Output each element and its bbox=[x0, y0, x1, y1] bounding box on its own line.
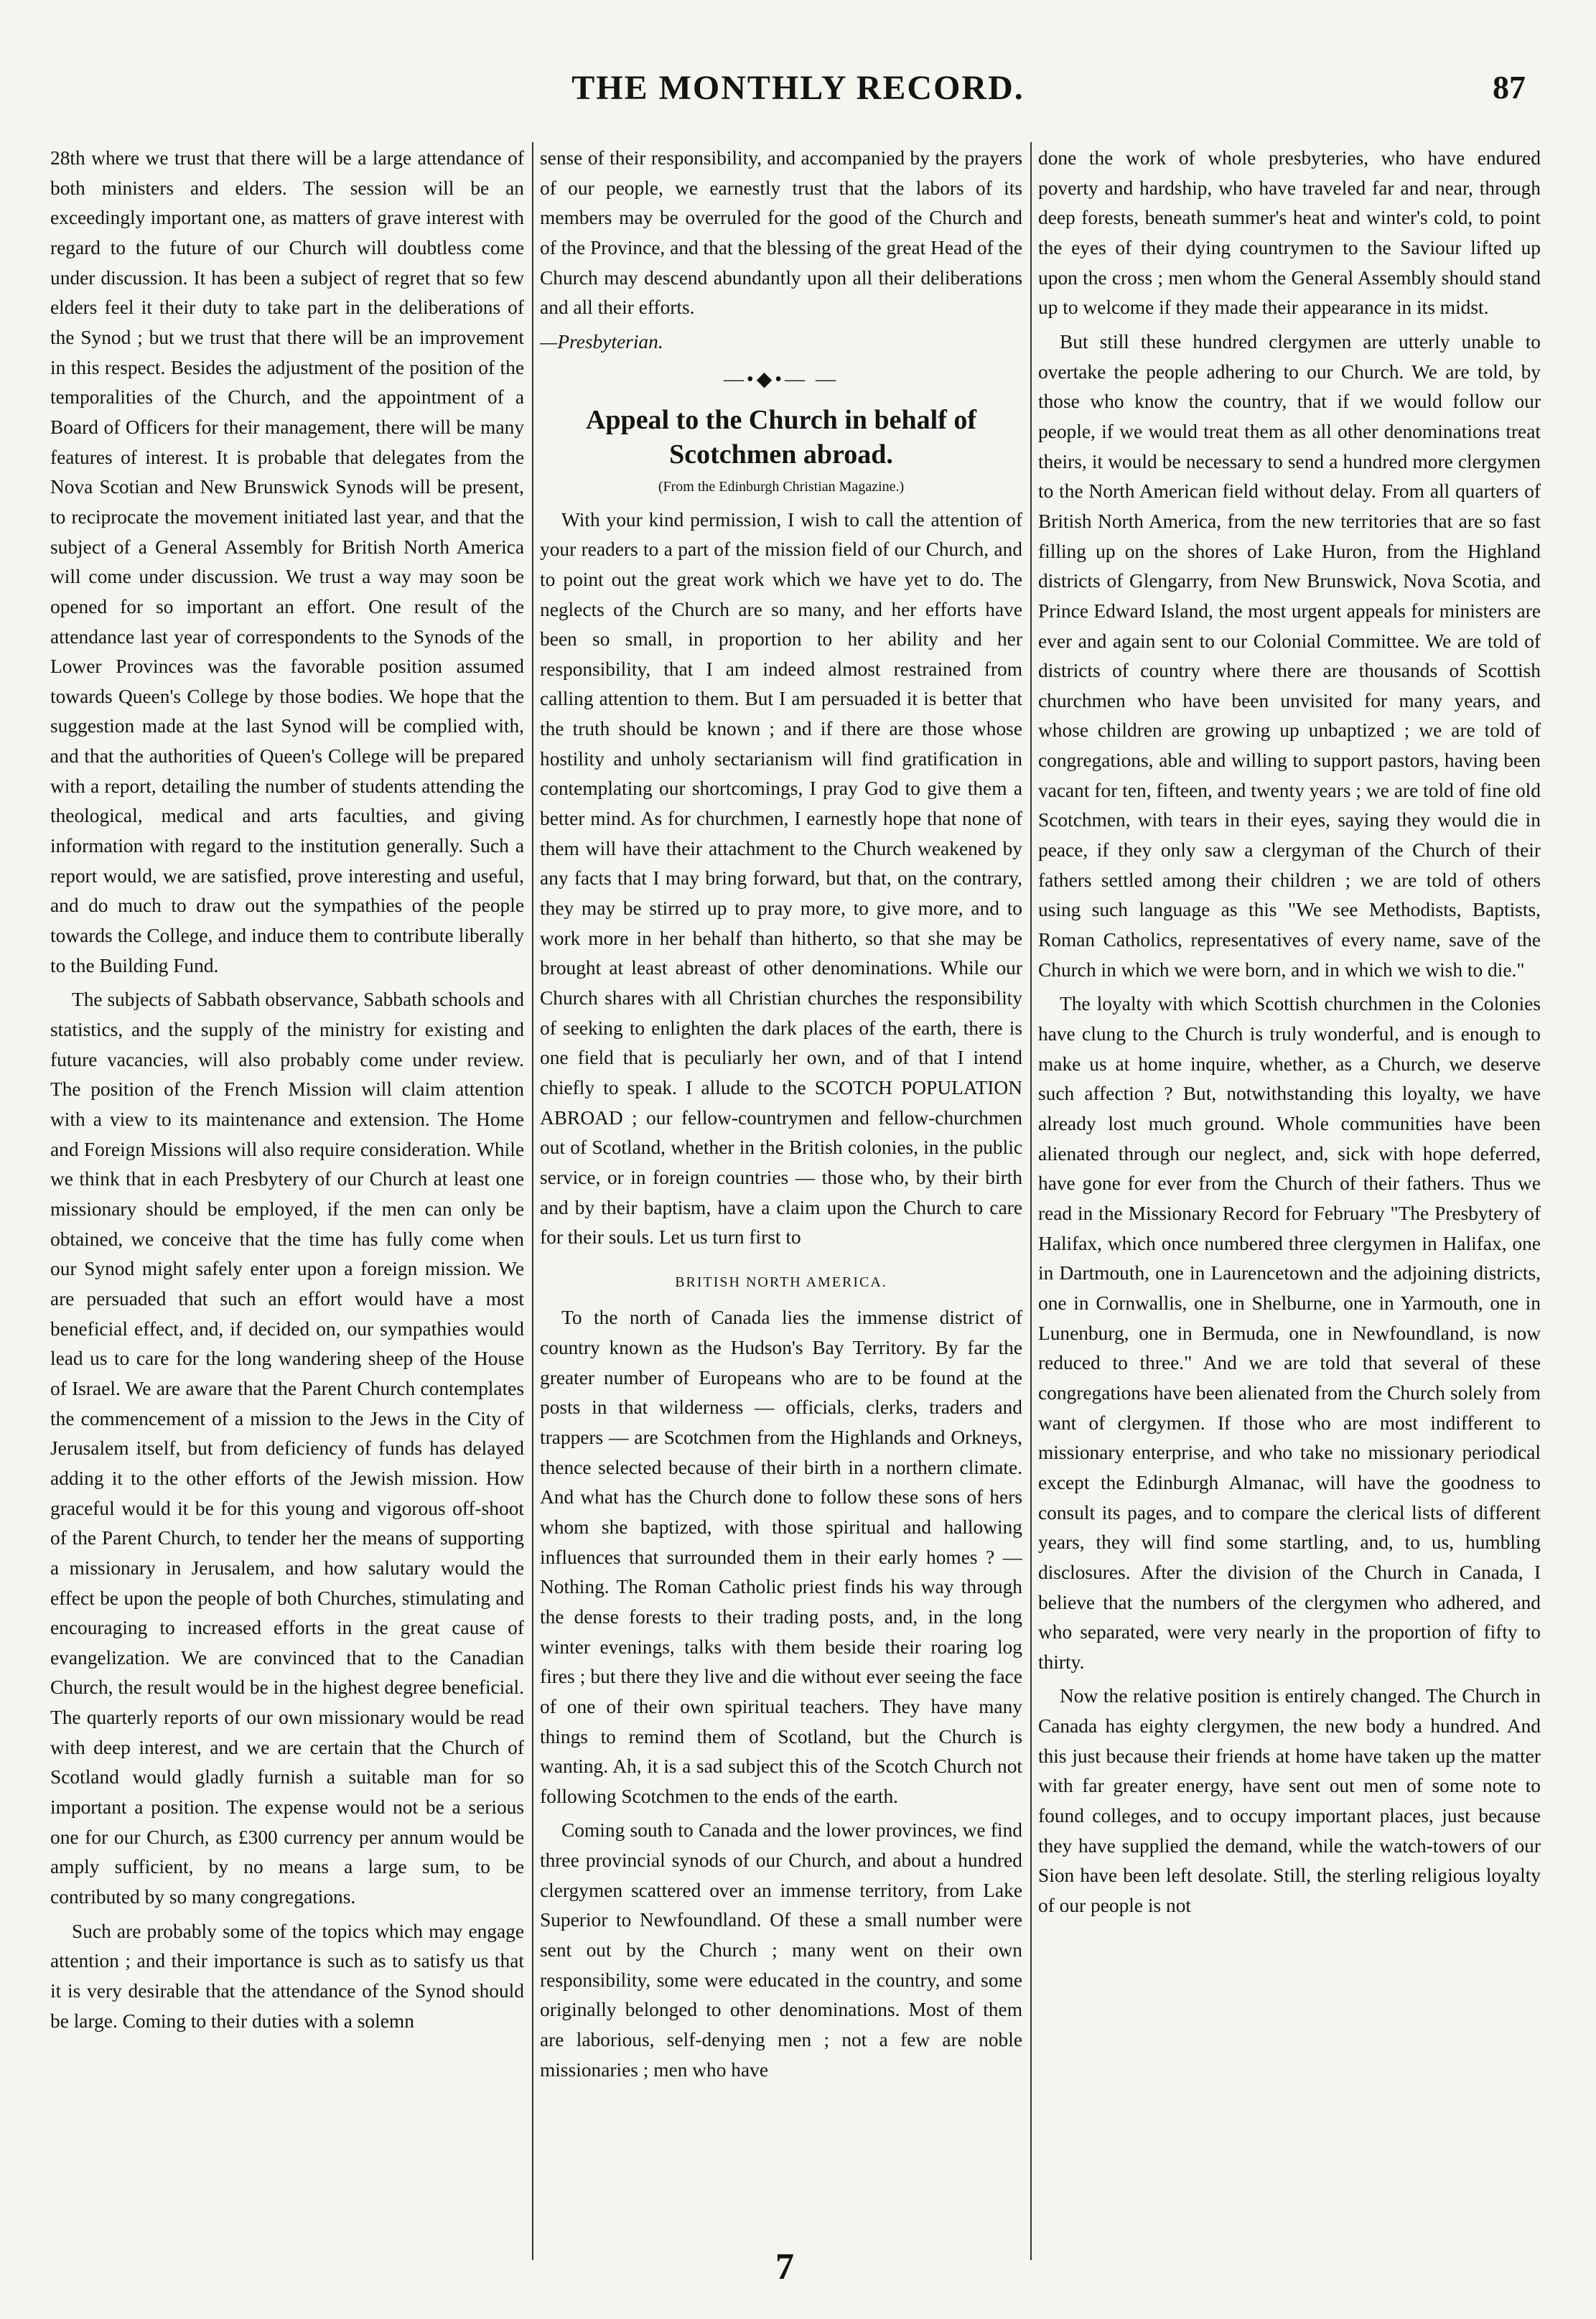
paragraph: 28th where we trust that there will be a large attendance of both ministers and elders. The session will be an exceedingly important one, as matters of grave interest with regard to the future of our Church will doubtless come under discussion. It has been a subject of regret that so few elders feel it their duty to take part in the deliberations of the Synod ; but we trust that there will be an improvement in this respect. Besides the adjustment of the position of the temporalities of the Church, and the appointment of a Board of Officers for their management, there will be many features of interest. It is probable that delegates from the Nova Scotian and New Brunswick Synods will be present, to reciprocate the movement initiated last year, and that the subject of a General Assembly for British North America will come under discussion. We trust a way may soon be opened for so important an effort. One result of the attendance last year of correspondents to the Synods of the Lower Provinces was the favorable position assumed towards Queen's College by those bodies. We hope that the suggestion made at the last Synod will be complied with, and that the authorities of Queen's College will be prepared with a report, detailing the number of students attending the theological, medical and arts faculties, and giving information with regard to the institution generally. Such a report would, we are satisfied, prove interesting and useful, and do much to draw out the sympathies of the people towards the College, and induce them to contribute liberally to the Building Fund. bbox=[50, 147, 524, 976]
paragraph: done the work of whole presbyteries, who have endured poverty and hardship, who have traveled far and near, through deep forests, beneath summer's heat and winter's cold, to point the eyes of their dying countrymen to the Saviour lifted up upon the cross ; men whom the General Assembly should stand up to welcome if they made their appearance in its midst. bbox=[1038, 147, 1541, 319]
article-title: Appeal to the Church in behalf of Scotchmen abroad. bbox=[585, 405, 977, 470]
section-ornament: —•◆•— — bbox=[723, 368, 839, 391]
column-divider bbox=[532, 142, 533, 2260]
article-source: (From the Edinburgh Christian Magazine.) bbox=[658, 479, 905, 495]
column-1 bbox=[50, 144, 524, 2247]
paragraph: The subjects of Sabbath observance, Sabbath schools and statistics, and the supply of the ministry for existing and future vacancies, will also probably come under review. The position of the French Mission will claim attention with a view to its maintenance and extension. The Home and Foreign Missions will also require consideration. While we think that in each Presbytery of our Church at least one missionary should be employed, if the men can only be obtained, we conceive that the time has fully come when our Synod might safely enter upon a foreign mission. We are persuaded that such an effort would have a most beneficial effect, and, if decided on, our sympathies would lead us to care for the long wandering sheep of the House of Israel. We are aware that the Parent Church contemplates the commencement of a mission to the Jews in the City of Jerusalem itself, but from deficiency of funds has delayed adding it to the other efforts of the Jewish mission. How graceful would it be for this young and vigorous off-shoot of the Parent Church, to tender her the means of supporting a missionary in Jerusalem, and how salutary would the effect be upon the people of both Churches, stimulating and encouraging to increased efforts in the great cause of evangelization. We are convinced that to the Canadian Church, the result would be in the highest degree beneficial. The quarterly reports of our own missionary would be read with deep interest, and we are certain that the Church of Scotland would gladly furnish a suitable man for so important a position. The expense would not be a serious one for our Church, as £300 currency per annum would be amply sufficient, by no means a large sum, to be contributed by so many congregations. bbox=[50, 989, 524, 1908]
column-3 bbox=[1038, 144, 1541, 2247]
paragraph: But still these hundred clergymen are utterly unable to overtake the people adhering to our Church. We are told, by those who know the country, that if we would follow our people, if we would treat them as all other denominations treat theirs, it would be necessary to send a hundred more clergymen to the North American field without delay. From all quarters of British North America, from the new territories that are so fast filling up on the shores of Lake Huron, from the Highland districts of Glengarry, from New Brunswick, Nova Scotia, and Prince Edward Island, the most urgent appeals for ministers are ever and again sent to our Colonial Committee. We are told of districts of country where there are thousands of Scottish churchmen who have been unvisited for many years, and whose children are growing up unbaptized ; we are told of congregations, able and willing to support pastors, having been vacant for ten, fifteen, and twenty years ; we are told of fine old Scotchmen, with tears in their eyes, saying they would die in peace, if they only saw a clergyman of the Church of their fathers settled among their children ; we are told of others using such language as this "We see Methodists, Baptists, Roman Catholics, representatives of every name, save of the Church in which we were born, and in which we wish to die." bbox=[1038, 330, 1541, 981]
section-subheading: BRITISH NORTH AMERICA. bbox=[675, 1274, 887, 1290]
paragraph: Now the relative position is entirely changed. The Church in Canada has eighty clergymen, the new body a hundred. And this just because their friends at home have taken up the matter with far greater energy, have sent out men of some note to found colleges, and to occupy important places, just because they have supplied the demand, while the watch-towers of our Sion have been left desolate. Still, the sterling religious loyalty of our people is not bbox=[1038, 1685, 1541, 1917]
paragraph: The loyalty with which Scottish churchmen in the Colonies have clung to the Church is truly wonderful, and is enough to make us at home inquire, whether, as a Church, we deserve such affection ? But, notwithstanding this loyalty, we have already lost much ground. Whole communities have been alienated through our neglect, and, sick with hope deferred, have gone for ever from the Church of their fathers. Thus we read in the Missionary Record for February "The Presbytery of Halifax, which once numbered three clergymen in Halifax, one in Dartmouth, one in Laurencetown and the adjoining districts, one in Cornwallis, one in Shelburne, one in Yarmouth, one in Lunenburg, one in Bermuda, one in Newfoundland, is now reduced to three." And we are told that several of these congregations have been alienated from the Church solely from want of clergymen. If those who are most indifferent to missionary enterprise, and who take no missionary periodical except the Edinburgh Almanac, will have the goodness to consult its pages, and to compare the clerical lists of different years, they will find some startling, and, to us, humbling disclosures. After the division of the Church in Canada, I believe that the numbers of the clergymen who adhered, and who separated, were very nearly in the proportion of fifty to thirty. bbox=[1038, 993, 1541, 1673]
article-signature: —Presbyterian. bbox=[540, 330, 663, 353]
paragraph: sense of their responsibility, and accompanied by the prayers of our people, we earnestly trust that the labors of its members may be overruled for the good of the Church and of the Province, and that the blessing of the great Head of the Church may descend abundantly upon all their deliberations and all their efforts. bbox=[540, 147, 1022, 319]
column-2 bbox=[540, 144, 1022, 2247]
paragraph: Such are probably some of the topics which may engage attention ; and their importance is such as to satisfy us that it is very desirable that the attendance of the Synod should be large. Coming to their duties with a solemn bbox=[50, 1920, 524, 2032]
paragraph: With your kind permission, I wish to call the attention of your readers to a part of the mission field of our Church, and to point out the great work which we have yet to do. The neglects of the Church are so many, and her efforts have been so small, in proportion to her ability and her responsibility, that I am indeed almost restrained from calling attention to them. But I am persuaded it is better that the truth should be known ; and if there are those whose hostility and unholy sectarianism will find gratification in contemplating our shortcomings, I pray God to give them a better mind. As for churchmen, I earnestly hope that none of them will have their attachment to the Church weakened by any facts that I may bring forward, but that, on the contrary, they may be stirred up to pray more, to give more, and to work more in her behalf than hitherto, so that she may be brought at least abreast of other denominations. While our Church shares with all Christian churches the responsibility of seeking to enlighten the dark places of the earth, there is one field that is peculiarly her own, and of that I intend chiefly to speak. I allude to the SCOTCH POPULATION ABROAD ; our fellow-countrymen and fellow-churchmen out of Scotland, whether in the British colonies, in the public service, or in foreign countries — those who, by their birth and by their baptism, have a claim upon the Church to care for their souls. Let us turn first to bbox=[540, 508, 1022, 1249]
signature-mark: 7 bbox=[775, 2246, 794, 2287]
paragraph: To the north of Canada lies the immense district of country known as the Hudson's Bay Territory. By far the greater number of Europeans who are to be found at the posts in that wilderness — officials, clerks, traders and trappers — are Scotchmen from the Highlands and Orkneys, thence selected because of their birth in a northern climate. And what has the Church done to follow these sons of hers whom she baptized, with those spiritual and hallowing influences that surrounded them in their early homes ? — Nothing. The Roman Catholic priest finds his way through the dense forests to their trading posts, and, in the long winter evenings, talks with them beside their roaring log fires ; but there they live and die without ever seeing the face of one of their own spiritual teachers. They have many things to remind them of Scotland, but the Church is wanting. Ah, it is a sad subject this of the Scotch Church not following Scotchmen to the ends of the earth. bbox=[540, 1307, 1022, 1807]
paragraph: Coming south to Canada and the lower provinces, we find three provincial synods of our Church, and about a hundred clergymen scattered over an immense territory, from Lake Superior to Newfoundland. Of these a small number were sent out by the Church ; many went on their own responsibility, some were educated in the country, and some originally belonged to other denominations. Most of them are laborious, self-denying men ; not a few are noble missionaries ; men who have bbox=[540, 1819, 1022, 2081]
page-header bbox=[57, 68, 1539, 118]
page-number: 87 bbox=[1493, 69, 1526, 106]
publication-title: THE MONTHLY RECORD. bbox=[571, 69, 1025, 107]
column-divider bbox=[1030, 142, 1032, 2260]
